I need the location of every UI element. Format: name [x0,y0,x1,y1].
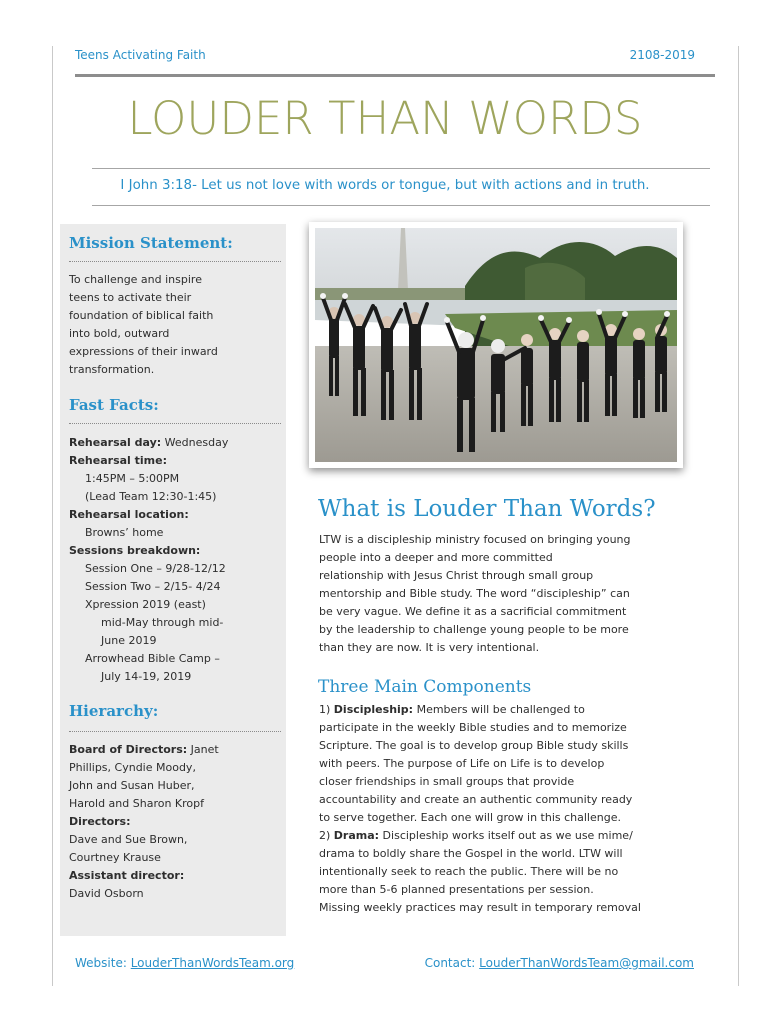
components-body [319,701,699,917]
discipleship-text: Members will be challenged to [413,703,585,716]
body-line: intentionally seek to reach the public. There will be no [319,865,619,878]
assistant-director-label: Assistant director: [69,869,185,882]
mission-line: teens to activate their [69,291,192,304]
component-number: 1) [319,703,334,716]
board-names: John and Susan Huber, [69,779,195,792]
hierarchy-divider [69,731,281,732]
directors-names: Courtney Krause [69,851,161,864]
xpression-dates-cont: June 2019 [101,634,157,647]
body-line: to serve together. Each one will grow in this challenge. [319,811,621,824]
scripture-verse: I John 3:18- Let us not love with words or tongue, but with actions and in truth. [120,178,650,193]
title-rule-top [92,168,710,169]
website-footer [75,956,294,970]
newsletter-title: LOUDER THAN WORDS [127,92,643,145]
title-rule-bottom [92,205,710,206]
drama-label: Drama: [333,829,380,842]
mission-line: expressions of their inward [69,345,218,358]
camp-event: Arrowhead Bible Camp – [85,652,220,665]
sessions-label: Sessions breakdown: [69,544,201,557]
body-line: more than 5-6 planned presentations per session. [319,883,594,896]
drama-text: Discipleship works itself out as we use mime/ [379,829,633,842]
website-label: Website: [75,956,131,970]
board-label: Board of Directors: [69,743,188,756]
season-year: 2108-2019 [629,48,695,62]
body-line: with peers. The purpose of Life on Life is to develop [319,757,605,770]
assistant-director-name: David Osborn [69,887,144,900]
body-line: by the leadership to challenge young people to be more [319,623,629,636]
body-line: Scripture. The goal is to develop group Bible study skills [319,739,629,752]
mission-statement [69,271,279,379]
board-names: Harold and Sharon Kropf [69,797,205,810]
rehearsal-location-value: Browns’ home [85,526,164,539]
xpression-event: Xpression 2019 (east) [85,598,206,611]
xpression-dates: mid-May through mid- [101,616,224,629]
team-photo [309,222,683,468]
rehearsal-location-label: Rehearsal location: [69,508,189,521]
photo-image [315,228,677,462]
contact-email-link[interactable]: LouderThanWordsTeam@gmail.com [479,956,694,970]
rehearsal-time-value: 1:45PM – 5:00PM [85,472,180,485]
mission-line: foundation of biblical faith [69,309,214,322]
body-line: accountability and create an authentic community ready [319,793,633,806]
organization-name: Teens Activating Faith [75,48,206,62]
body-line: LTW is a discipleship ministry focused on bringing young [319,533,631,546]
body-line: people into a deeper and more committed [319,551,553,564]
fast-facts-divider [69,423,281,424]
website-link[interactable]: LouderThanWordsTeam.org [130,956,295,970]
directors-names: Dave and Sue Brown, [69,833,188,846]
body-line: than they are now. It is very intentional. [319,641,540,654]
header-bar [75,48,695,66]
discipleship-label: Discipleship: [333,703,414,716]
session-two: Session Two – 2/15- 4/24 [85,580,221,593]
session-one: Session One – 9/28-12/12 [85,562,226,575]
mission-divider [69,261,281,262]
components-heading: Three Main Components [318,677,532,697]
directors-label: Directors: [69,815,131,828]
mission-line: into bold, outward [69,327,170,340]
sidebar [60,224,286,936]
mission-heading: Mission Statement: [69,234,233,252]
body-line: Missing weekly practices may result in temporary removal [319,901,641,914]
rehearsal-time-label: Rehearsal time: [69,454,167,467]
fast-facts-list [69,434,279,686]
contact-footer [425,956,694,970]
rehearsal-day-label: Rehearsal day: [69,436,162,449]
lead-team-time: (Lead Team 12:30-1:45) [85,490,217,503]
body-line: closer friendships in small groups that provide [319,775,575,788]
what-is-body [319,531,699,657]
body-line: participate in the weekly Bible studies and to memorize [319,721,627,734]
mission-line: To challenge and inspire [69,273,202,286]
board-names: Janet [187,743,219,756]
what-is-heading: What is Louder Than Words? [318,496,656,522]
body-line: relationship with Jesus Christ through small group [319,569,594,582]
fast-facts-heading: Fast Facts: [69,396,159,414]
contact-label: Contact: [424,956,480,970]
rehearsal-day-value: Wednesday [161,436,229,449]
board-names: Phillips, Cyndie Moody, [69,761,196,774]
hierarchy-heading: Hierarchy: [69,702,159,720]
mission-line: transformation. [69,363,155,376]
hierarchy-list [69,741,279,903]
body-line: drama to boldly share the Gospel in the world. LTW will [319,847,623,860]
camp-dates: July 14-19, 2019 [101,670,192,683]
component-number: 2) [319,829,334,842]
header-rule [75,74,715,77]
body-line: mentorship and Bible study. The word “discipleship” can [319,587,630,600]
body-line: be very vague. We define it as a sacrificial commitment [319,605,627,618]
